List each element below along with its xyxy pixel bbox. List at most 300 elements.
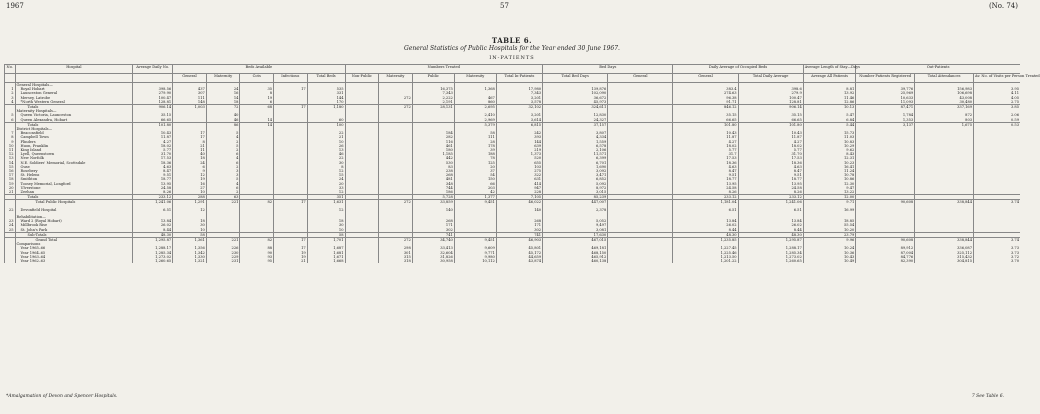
hospital-name: General Hospitals—: [15, 83, 133, 88]
cell: 139,876: [543, 87, 608, 91]
cell: 31,826: [412, 255, 454, 259]
cell: 1,285.34: [133, 251, 173, 255]
cell: 17.53: [133, 156, 173, 160]
hospital-name: Beaconsfield: [15, 131, 133, 135]
hospital-name: Maternity Hospitals—: [15, 109, 133, 113]
cell: 13: [307, 148, 345, 152]
cell: 4.63: [738, 165, 803, 169]
hospital-name: Toosey Memorial, Longford: [15, 182, 133, 186]
cell: 22: [307, 156, 345, 160]
cell: 5.44: [803, 122, 856, 127]
cell: 1,288.17: [133, 246, 173, 250]
col-non-public-maternity: Maternity: [379, 74, 413, 83]
cell: 5,052: [543, 219, 608, 223]
cell: 17: [274, 87, 308, 91]
col-total-daily-average: Total Daily Average: [738, 74, 803, 83]
cell: 398.56: [133, 87, 173, 91]
cell: 111: [454, 135, 496, 139]
hospital-name: Devonfield Hospital: [15, 208, 133, 212]
cell: 1,185: [412, 152, 454, 156]
cell: 3: [5, 96, 16, 100]
cell: 68: [240, 105, 274, 110]
cell: 78: [454, 156, 496, 160]
cell: 18.77: [738, 177, 803, 181]
hospital-name: *North Western General: [15, 100, 133, 105]
cell: 4,334: [543, 135, 608, 139]
cell: 82: [240, 200, 274, 205]
cell: 48.30: [738, 232, 803, 237]
cell: 219: [496, 148, 542, 152]
cell: 4: [206, 156, 240, 160]
cell: 12: [307, 208, 345, 212]
cell: 43,874: [496, 259, 542, 263]
hospital-name: New Norfolk: [15, 156, 133, 160]
cell: 6.51: [133, 208, 173, 212]
hospital-name: Ulverstone: [15, 186, 133, 190]
page-number: 57: [500, 2, 509, 10]
cell: 338,844: [915, 237, 974, 242]
cell: 106,698: [915, 91, 974, 95]
cell: 58: [173, 232, 207, 237]
cell: 1,227.45: [673, 246, 738, 250]
cell: 3,081: [543, 228, 608, 233]
cell: 322: [496, 173, 542, 177]
cell: 272: [379, 200, 413, 205]
cell: 338,844: [915, 200, 974, 205]
hospital-name: Ouse: [15, 165, 133, 169]
cell: 9.71: [803, 200, 856, 205]
cell: 25: [5, 228, 16, 233]
cell: 5.77: [738, 148, 803, 152]
cell: 2: [206, 165, 240, 169]
cell: 1,225.46: [673, 251, 738, 255]
cell: 3,614: [496, 118, 542, 123]
cell: 13.84: [673, 219, 738, 223]
cell: 337,169: [915, 105, 974, 110]
cell: 9,980: [454, 255, 496, 259]
hospital-name: Totals: [15, 195, 133, 200]
hospital-name: Lyell, Queenstown: [15, 152, 133, 156]
cell: 268: [496, 219, 542, 223]
cell: 9,451: [454, 200, 496, 205]
cell: 2,378: [543, 208, 608, 212]
cell: 1,241.06: [738, 200, 803, 205]
cell: 128.81: [133, 100, 173, 105]
cell: 18.02: [673, 144, 738, 148]
cell: 5: [5, 113, 16, 117]
cell: 203: [454, 186, 496, 190]
cell: 3,137: [856, 122, 915, 127]
cell: 231: [206, 259, 240, 263]
cell: 315: [379, 255, 413, 259]
cell: 11.46: [803, 96, 856, 100]
cell: 103: [496, 165, 542, 169]
cell: 18.77: [673, 177, 738, 181]
cell: 5,092: [543, 182, 608, 186]
cell: 11.87: [133, 135, 173, 139]
cell: 30,958: [412, 259, 454, 263]
cell: 24,327: [543, 118, 608, 123]
cell: 1,368: [454, 87, 496, 91]
cell: 3: [206, 173, 240, 177]
cell: 272: [379, 237, 413, 242]
cell: 304,815: [915, 259, 974, 263]
cell: 10.23: [803, 161, 856, 165]
hospital-name: King Island: [15, 148, 133, 152]
cell: 46: [206, 118, 240, 123]
cell: 10.83: [803, 140, 856, 144]
cell: 1,330: [173, 255, 207, 259]
cell: 1,180: [307, 105, 345, 110]
hospital-name: Queen Victoria, Launceston: [15, 113, 133, 117]
cell: 348: [412, 182, 454, 186]
cell: 12.86: [803, 100, 856, 105]
cell: 83: [412, 165, 454, 169]
cell: 171: [496, 223, 542, 227]
cell: 96.38: [673, 96, 738, 100]
cell: 12: [173, 173, 207, 177]
cell: 4.63: [673, 165, 738, 169]
cell: 40: [206, 113, 240, 117]
cell: 288: [173, 195, 207, 200]
cell: 9.51: [133, 173, 173, 177]
cell: 468,150: [543, 251, 608, 255]
cell: 447,007: [543, 200, 608, 205]
cell: [608, 259, 673, 263]
hospital-name: Totals: [15, 122, 133, 127]
cell: 2,106: [543, 148, 608, 152]
cell: 24: [5, 223, 16, 227]
cell: 13.84: [738, 219, 803, 223]
hospital-name: Sub-Totals: [15, 232, 133, 237]
cell: 10: [173, 228, 207, 233]
cell: 2: [206, 148, 240, 152]
cell: 467: [454, 96, 496, 100]
cell: 1,361: [173, 237, 207, 242]
page-year: 1967: [6, 2, 24, 10]
hospital-name: Year 1964–65: [15, 251, 133, 255]
cell: 26.02: [738, 223, 803, 227]
cell: 4: [206, 182, 240, 186]
cell: 4.27: [738, 140, 803, 144]
col-op-average: Av. No. of Visits per Person Treated: [974, 74, 1020, 83]
hospital-name: Huon, Franklin: [15, 144, 133, 148]
cell: 140: [412, 208, 454, 212]
cell: 180: [412, 148, 454, 152]
cell: 22: [5, 208, 16, 212]
cell: 8.47: [133, 169, 173, 173]
cell: 3.85: [974, 105, 1020, 110]
cell: 6: [5, 118, 16, 123]
cell: 2: [206, 190, 240, 195]
cell: 3,092: [543, 169, 608, 173]
cell: 18: [5, 177, 16, 181]
cell: 6,815: [496, 122, 542, 127]
cell: 4: [5, 100, 16, 105]
cell: 6.51: [738, 208, 803, 212]
cell: 324,611: [543, 105, 608, 110]
cell: 10.43: [738, 131, 803, 135]
cell: 16: [206, 91, 240, 95]
cell: 4.27: [673, 140, 738, 144]
cell: 2.06: [974, 113, 1020, 117]
cell: 12.00: [803, 195, 856, 200]
cell: 26.02: [133, 223, 173, 227]
cell: 13.92: [803, 91, 856, 95]
cell: 12: [5, 152, 16, 156]
cell: 13.84: [133, 219, 173, 223]
cell: 17,980: [496, 87, 542, 91]
cell: 1,241.06: [133, 200, 173, 205]
col-daily-general: General: [673, 74, 738, 83]
cell: 3.74: [974, 200, 1020, 205]
cell: 301: [379, 251, 413, 255]
cell: 3: [206, 169, 240, 173]
cell: 15: [307, 173, 345, 177]
cell: 18.77: [133, 177, 173, 181]
cell: 18: [206, 100, 240, 105]
cell: 55.54: [803, 223, 856, 227]
cell: 10.43: [673, 131, 738, 135]
cell: 3,471: [543, 173, 608, 177]
cell: 13: [5, 156, 16, 160]
cell: 460,138: [543, 259, 608, 263]
cell: 741: [412, 232, 454, 237]
cell: 58: [454, 131, 496, 135]
cell: 21: [307, 135, 345, 139]
cell: 30: [307, 223, 345, 227]
cell: 10.29: [803, 144, 856, 148]
cell: 8: [307, 165, 345, 169]
hospital-name: Launceston General: [15, 91, 133, 95]
cell: 44,659: [496, 255, 542, 259]
cell: 22: [307, 131, 345, 135]
cell: 33,413: [412, 246, 454, 250]
hospital-name: N.E. Soldiers' Memorial, Scottsdale: [15, 161, 133, 165]
cell: 21: [5, 190, 16, 195]
cell: 233.12: [738, 195, 803, 200]
cell: 39,776: [856, 87, 915, 91]
cell: 14: [240, 118, 274, 123]
cell: 100.47: [133, 96, 173, 100]
cell: 46,903: [496, 237, 542, 242]
cell: 2: [206, 140, 240, 144]
cell: 17.53: [673, 156, 738, 160]
cell: 46: [307, 152, 345, 156]
col-hospital: Hospital: [15, 65, 133, 74]
cell: 17: [274, 237, 308, 242]
cell: 10.86: [803, 177, 856, 181]
cell: 10,112: [454, 259, 496, 263]
cell: 1,342: [173, 251, 207, 255]
cell: 18.85: [803, 219, 856, 223]
cell: 144: [307, 96, 345, 100]
cell: 1,003: [173, 105, 207, 110]
cell: 32,604: [412, 251, 454, 255]
cell: 1,235.85: [673, 237, 738, 242]
cell: 520: [496, 156, 542, 160]
cell: 17: [5, 173, 16, 177]
cell: 336,087: [915, 246, 974, 250]
cell: 268: [412, 173, 454, 177]
hospital-name: Rehabilitation—: [15, 215, 133, 219]
cell: 1,321: [173, 259, 207, 263]
cell: 60: [307, 118, 345, 123]
cell: 45,801: [496, 246, 542, 250]
cell: 116: [412, 140, 454, 144]
cell: 631: [496, 177, 542, 181]
cell: 13.95: [133, 182, 173, 186]
turnover-note: 7 See Table 6.: [971, 394, 1004, 399]
col-beds-general: General: [173, 74, 207, 83]
cell: 221: [206, 237, 240, 242]
cell: 9,451: [454, 237, 496, 242]
cell: 3.74: [974, 237, 1020, 242]
group-out-patients: Out-Patients: [856, 65, 1020, 74]
cell: 93: [240, 255, 274, 259]
cell: 242: [496, 131, 542, 135]
hospital-name: Year 1965–66: [15, 246, 133, 250]
cell: 9,497: [543, 223, 608, 227]
cell: 1,273.02: [133, 255, 173, 259]
col-no: No.: [5, 65, 16, 74]
cell: 393: [496, 135, 542, 139]
cell: 30,480: [915, 100, 974, 105]
cell: 10.43: [803, 255, 856, 259]
cell: 31.7: [673, 152, 738, 156]
cell: 1,291: [173, 200, 207, 205]
hospital-name: Campbell Town: [15, 135, 133, 139]
cell: 7,105: [496, 195, 542, 200]
hospital-statistics-table: [4, 64, 1040, 263]
cell: 1,701: [307, 237, 345, 242]
cell: 4.05: [974, 96, 1020, 100]
cell: 35.15: [133, 113, 173, 117]
cell: 66.65: [738, 118, 803, 123]
cell: 1,559: [543, 140, 608, 144]
cell: 279.90: [133, 91, 173, 95]
cell: 846.12: [673, 105, 738, 110]
cell: 414: [496, 182, 542, 186]
cell: 1,260.65: [738, 259, 803, 263]
col-average-all-patients: Average All Patients: [803, 74, 856, 83]
col-bed-days-general: General: [608, 74, 673, 83]
cell: 31.70: [738, 152, 803, 156]
cell: 1,295.87: [133, 237, 173, 242]
cell: 8.81: [803, 87, 856, 91]
cell: 35: [240, 87, 274, 91]
cell: 6.84: [803, 118, 856, 123]
cell: 15.73: [803, 131, 856, 135]
cell: 465,912: [543, 255, 608, 259]
cell: 66: [454, 182, 496, 186]
cell: 7,343: [496, 91, 542, 95]
cell: 437: [173, 87, 207, 91]
cell: 302: [496, 228, 542, 233]
cell: 63: [206, 195, 240, 200]
cell: 1,201.22: [673, 259, 738, 263]
col-op-number: Number Patients Registered: [856, 74, 915, 83]
cell: 274.63: [673, 91, 738, 95]
cell: 10,633: [856, 96, 915, 100]
cell: 17: [274, 105, 308, 110]
cell: 48.30: [673, 232, 738, 237]
cell: 18.02: [133, 144, 173, 148]
cell: 30: [307, 161, 345, 165]
cell: 82,390: [856, 259, 915, 263]
cell: 8.44: [738, 228, 803, 233]
cell: 101.80: [738, 122, 803, 127]
cell: 140: [496, 208, 542, 212]
cell: 186: [412, 190, 454, 195]
hospital-name: Millbrook Rise: [15, 223, 133, 227]
cell: 6,852: [543, 177, 608, 181]
cell: 8.26: [673, 190, 738, 195]
cell: 12.30: [803, 182, 856, 186]
cell: 184: [412, 131, 454, 135]
cell: 9.51: [673, 173, 738, 177]
cell: 4.11: [974, 91, 1020, 95]
cell: 20: [5, 186, 16, 190]
cell: 12: [307, 169, 345, 173]
cell: 90,608: [856, 237, 915, 242]
cell: 20: [454, 165, 496, 169]
cell: 10: [307, 228, 345, 233]
cell: 10.20: [803, 228, 856, 233]
hospital-name: St. Helens: [15, 173, 133, 177]
cell: 1,671: [307, 255, 345, 259]
cell: 351: [307, 195, 345, 200]
cell: 16.99: [803, 208, 856, 212]
cell: 35.15: [673, 113, 738, 117]
col-beds-cots: Cots: [240, 74, 274, 83]
cell: 481: [412, 177, 454, 181]
cell: 28: [454, 140, 496, 144]
cell: 17: [274, 200, 308, 205]
hospital-name: Zeehan: [15, 190, 133, 195]
cell: 230: [206, 251, 240, 255]
cell: 5: [206, 177, 240, 181]
hospital-name: Ward 2 (Royal Hobart): [15, 219, 133, 223]
cell: 3.95: [974, 87, 1020, 91]
cell: 24: [173, 161, 207, 165]
cell: 18.02: [738, 144, 803, 148]
table-subtitle: General Statistics of Public Hospitals for the Year ended 30 June 1967.: [404, 45, 620, 52]
cell: 30: [173, 223, 207, 227]
cell: 11: [5, 148, 16, 152]
cell: 188: [454, 152, 496, 156]
cell: 6: [206, 186, 240, 190]
cell: 233.12: [133, 195, 173, 200]
cell: 279.9: [738, 91, 803, 95]
hospital-name: St. John's Park: [15, 228, 133, 233]
cell: 58: [307, 232, 345, 237]
cell: 32,102: [496, 105, 542, 110]
cell: 12.31: [803, 156, 856, 160]
cell: 42: [454, 190, 496, 195]
cell: 100: [307, 122, 345, 127]
cell: 13.95: [738, 182, 803, 186]
cell: 128.81: [738, 100, 803, 105]
cell: 1,784: [856, 113, 915, 117]
cell: 8.44: [673, 228, 738, 233]
cell: 228: [496, 190, 542, 195]
cell: 101.80: [673, 122, 738, 127]
cell: 3,201: [496, 113, 542, 117]
cell: 23.79: [803, 232, 856, 237]
cell: 12: [173, 208, 207, 212]
cell: 18: [173, 156, 207, 160]
